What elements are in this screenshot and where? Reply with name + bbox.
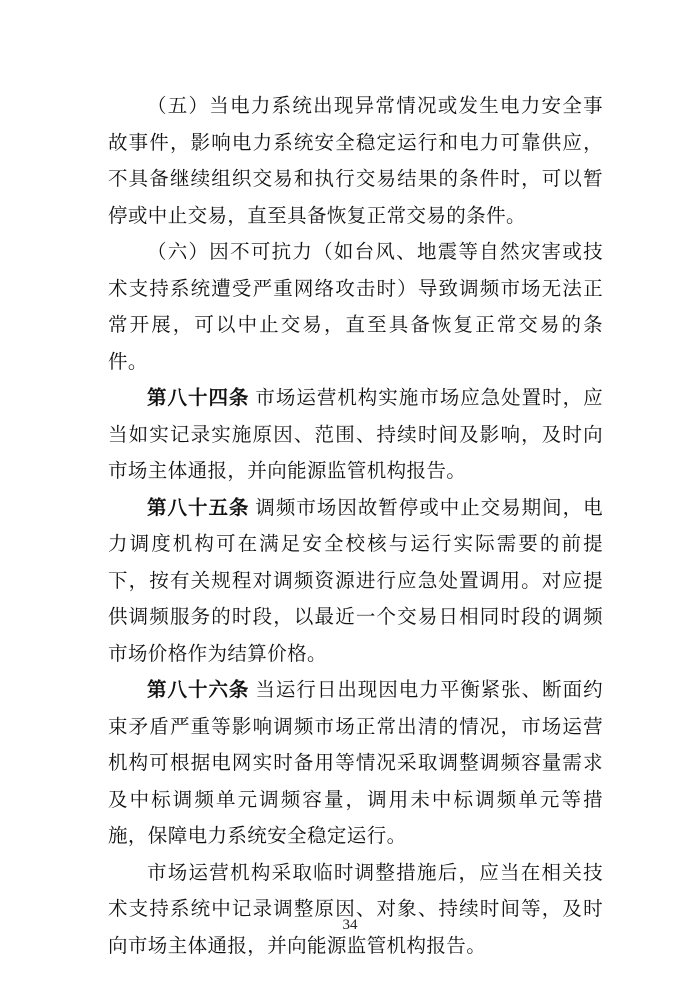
article-heading: 第八十四条 bbox=[147, 386, 250, 409]
article-86-continuation bbox=[108, 855, 603, 965]
article-86 bbox=[108, 672, 603, 855]
page-number: 34 bbox=[342, 917, 358, 933]
document-body bbox=[108, 88, 603, 964]
article-text: 当运行日出现因电力平衡紧张、断面约束矛盾严重等影响调频市场正常出清的情况，市场运营机构可根据电网实时备用等情况采取调整调频容量需求及中标调频单元调频容量，调用未中标调频单元等措施，保障电力系统安全稳定运行。 bbox=[108, 678, 603, 847]
article-text: 调频市场因故暂停或中止交易期间，电力调度机构可在满足安全校核与运行实际需要的前提下，按有关规程对调频资源进行应急处置调用。对应提供调频服务的时段，以最近一个交易日相同时段的调频市场价格作为结算价格。 bbox=[108, 495, 603, 665]
paragraph-text: （六）因不可抗力（如台风、地震等自然灾害或技术支持系统遭受严重网络攻击时）导致调频市场无法正常开展，可以中止交易，直至具备恢复正常交易的条件。 bbox=[108, 240, 603, 373]
paragraph-text: 市场运营机构采取临时调整措施后，应当在相关技术支持系统中记录调整原因、对象、持续时间等，及时向市场主体通报，并向能源监管机构报告。 bbox=[108, 860, 603, 957]
article-heading: 第八十五条 bbox=[147, 495, 250, 519]
article-heading: 第八十六条 bbox=[147, 678, 250, 701]
paragraph-text: （五）当电力系统出现异常情况或发生电力安全事故事件，影响电力系统安全稳定运行和电力可靠供应，不具备继续组织交易和执行交易结果的条件时，可以暂停或中止交易，直至具备恢复正常交易的条件。 bbox=[108, 94, 603, 227]
article-text: 市场运营机构实施市场应急处置时，应当如实记录实施原因、范围、持续时间及影响，及时向市场主体通报，并向能源监管机构报告。 bbox=[108, 386, 603, 482]
paragraph-item-6 bbox=[108, 234, 603, 380]
article-85 bbox=[108, 490, 603, 673]
article-84 bbox=[108, 380, 603, 490]
paragraph-item-5 bbox=[108, 88, 603, 234]
